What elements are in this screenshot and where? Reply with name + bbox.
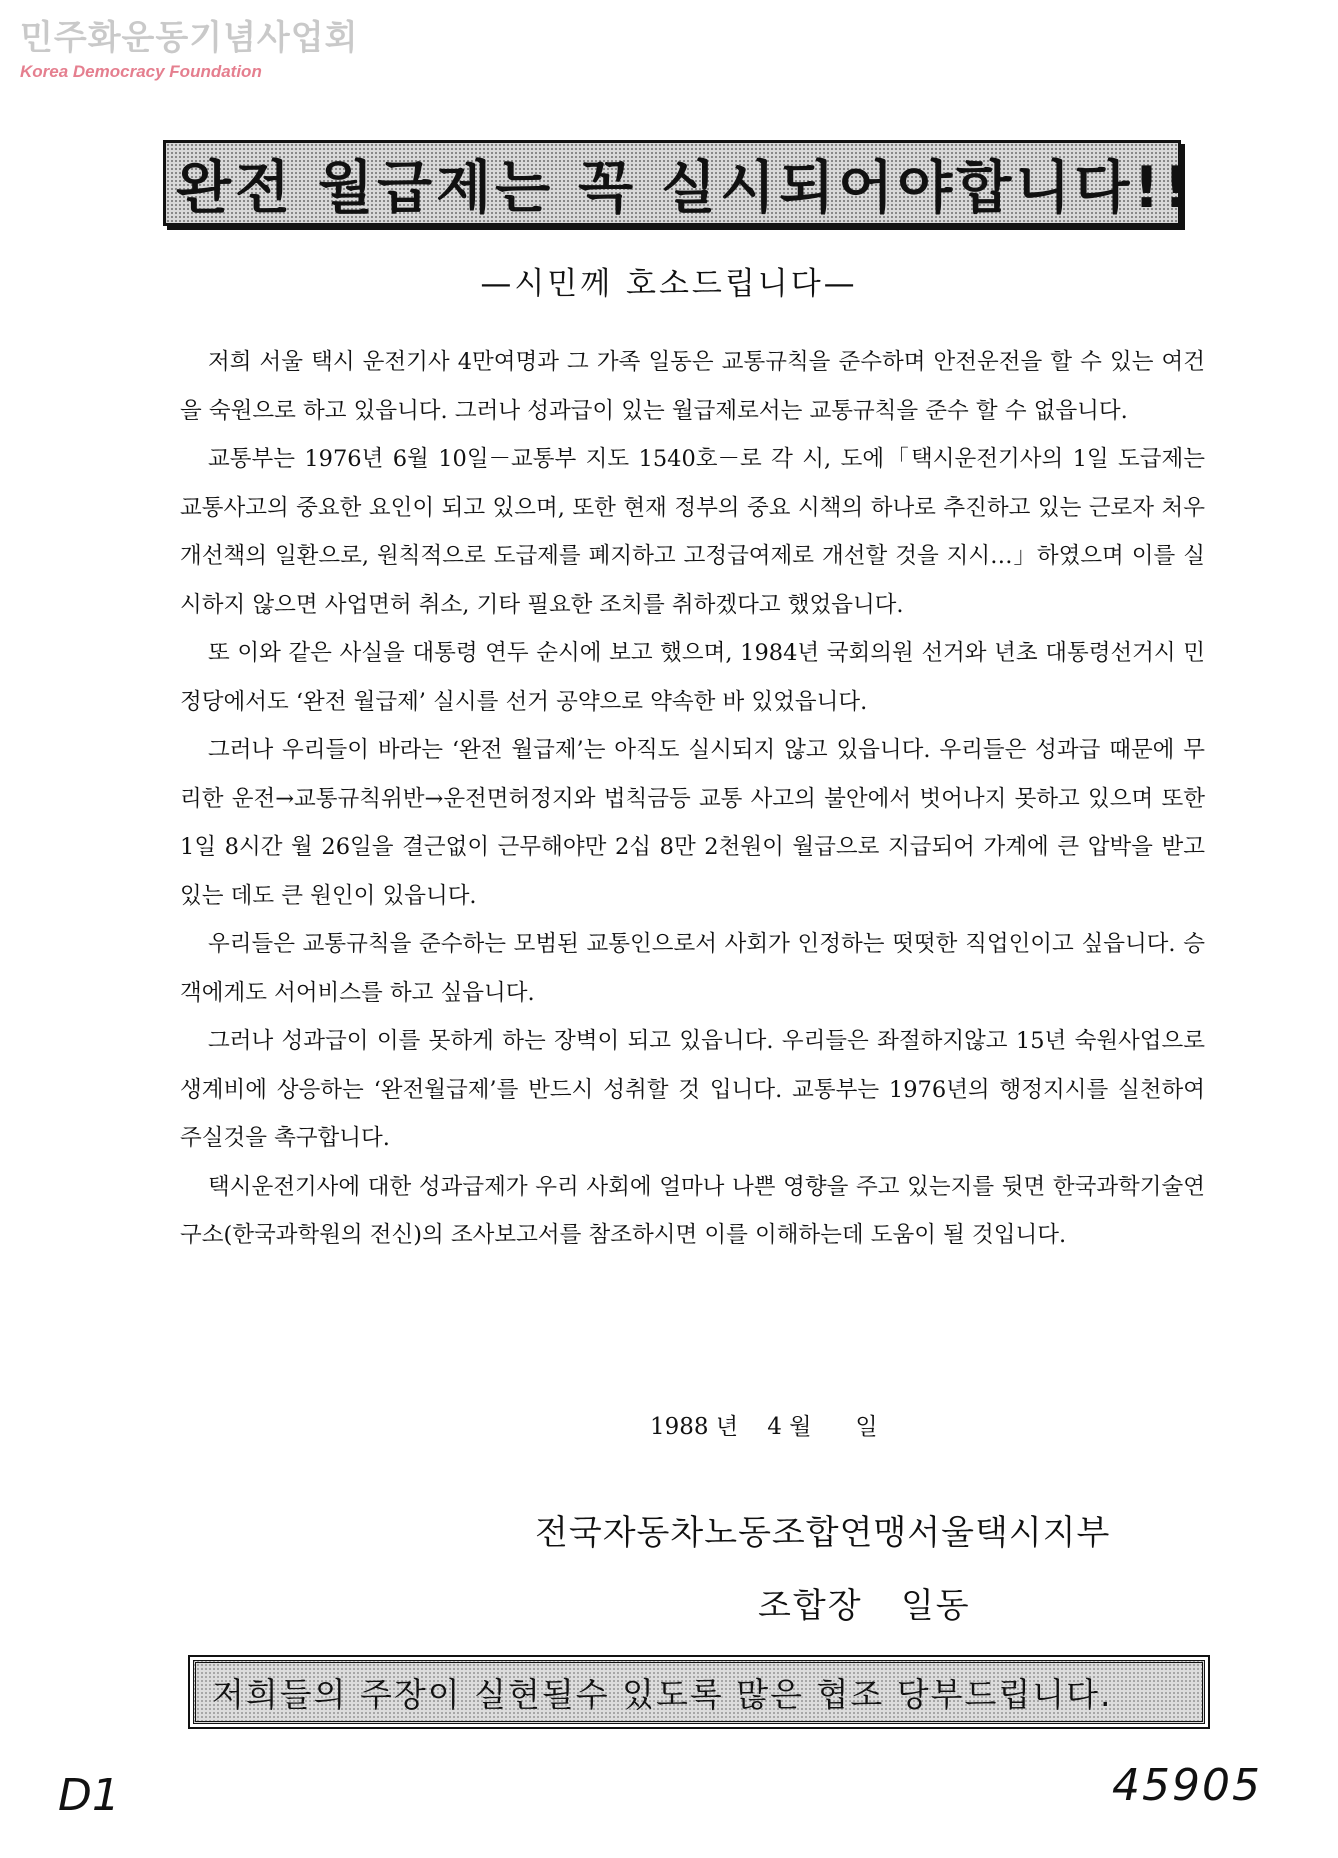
subtitle: —시민께 호소드립니다— bbox=[480, 266, 858, 302]
title-banner bbox=[163, 140, 1194, 226]
paragraph-6: 그러나 성과급이 이를 못하게 하는 장벽이 되고 있읍니다. 우리들은 좌절하지않고 15년 숙원사업으로 생계비에 상응하는 ‘완전월급제’를 반드시 성취할 것 입니다. 교통부는 1976년의 행정지시를 실천하여 주실것을 촉구합니다. bbox=[180, 1028, 1205, 1151]
body-text bbox=[180, 338, 1205, 1260]
handwritten-number: 45905 bbox=[1112, 1760, 1262, 1811]
paragraph-1: 저희 서울 택시 운전기사 4만여명과 그 가족 일동은 교통규칙을 준수하며 안전운전을 할 수 있는 여건을 숙원으로 하고 있읍니다. 그러나 성과급이 있는 월급제로서는 교통규칙을 준수 할 수 없읍니다. bbox=[180, 349, 1205, 424]
watermark-english: Korea Democracy Foundation bbox=[20, 62, 262, 81]
paragraph-2: 교통부는 1976년 6월 10일－교통부 지도 1540호－로 각 시, 도에「택시운전기사의 1일 도급제는 교통사고의 중요한 요인이 되고 있으며, 또한 현재 정부의 중요 시책의 하나로 추진하고 있는 근로자 처우 개선책의 일환으로, 원칙적으로 도급제를 폐지하고 고정급여제로 개선할 것을 지시…」하였으며 이를 실시하지 않으면 사업면허 취소, 기타 필요한 조치를 취하겠다고 했었읍니다. bbox=[180, 446, 1205, 618]
organization-name: 전국자동차노동조합연맹서울택시지부 bbox=[535, 1513, 1111, 1553]
closing-banner-text: 저희들의 주장이 실현될수 있도록 많은 협조 당부드립니다. bbox=[212, 1674, 1113, 1714]
watermark-korean: 민주화운동기념사업회 bbox=[20, 18, 359, 58]
watermark bbox=[20, 18, 358, 82]
signer: 조합장 일동 bbox=[758, 1586, 971, 1626]
paragraph-3: 또 이와 같은 사실을 대통령 연두 순시에 보고 했으며, 1984년 국회의원 선거와 년초 대통령선거시 민정당에서도 ‘완전 월급제’ 실시를 선거 공약으로 약속한 바 있었읍니다. bbox=[180, 640, 1205, 715]
document-date: 1988 년 4 월 일 bbox=[650, 1414, 878, 1440]
handwritten-mark: D1 bbox=[58, 1770, 120, 1821]
paragraph-4: 그러나 우리들이 바라는 ‘완전 월급제’는 아직도 실시되지 않고 있읍니다. 우리들은 성과급 때문에 무리한 운전→교통규칙위반→운전면허정지와 법칙금등 교통 사고의 불안에서 벗어나지 못하고 있으며 또한 1일 8시간 월 26일을 결근없이 근무해야만 2십 8만 2천원이 월급으로 지급되어 가계에 큰 압박을 받고 있는 데도 큰 원인이 있읍니다. bbox=[180, 737, 1205, 909]
closing-banner bbox=[193, 1660, 1205, 1724]
document-title: 완전 월급제는 꼭 실시되어야합니다!! bbox=[176, 155, 1194, 221]
paragraph-7: 택시운전기사에 대한 성과급제가 우리 사회에 얼마나 나쁜 영향을 주고 있는지를 뒷면 한국과학기술연구소(한국과학원의 전신)의 조사보고서를 참조하시면 이를 이해하는데 도움이 될 것입니다. bbox=[180, 1173, 1205, 1248]
paragraph-5: 우리들은 교통규칙을 준수하는 모범된 교통인으로서 사회가 인정하는 떳떳한 직업인이고 싶읍니다. 승객에게도 서어비스를 하고 싶읍니다. bbox=[180, 931, 1205, 1006]
